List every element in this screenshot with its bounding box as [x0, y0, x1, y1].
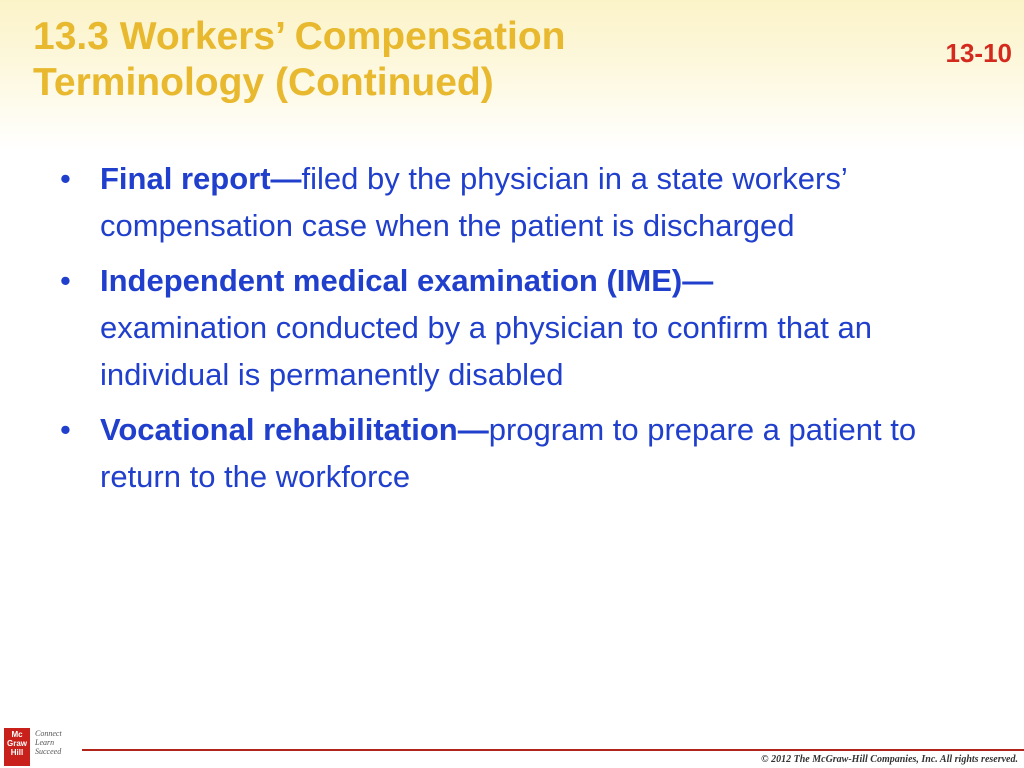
tagline-succeed: Succeed — [35, 747, 62, 756]
logo-tagline — [35, 729, 62, 756]
bullet-icon: • — [60, 161, 71, 196]
bullet-icon: • — [60, 263, 71, 298]
term-final-report: Final report— — [100, 161, 302, 196]
bullet-item-vocational-rehabilitation — [56, 406, 976, 500]
bullet-item-final-report — [56, 155, 976, 249]
slide-title — [33, 14, 565, 106]
definition-final-report: filed by the physician in a state workers’ compensation case when the patient is discharged — [100, 161, 847, 243]
term-ime: Independent medical examination (IME)— — [100, 263, 714, 298]
definition-ime: examination conducted by a physician to confirm that an individual is permanently disabled — [100, 310, 873, 392]
logo-line-1: Mc — [11, 730, 23, 739]
tagline-connect: Connect — [35, 729, 62, 738]
mcgraw-hill-logo — [4, 728, 30, 766]
bullet-icon: • — [60, 412, 71, 447]
tagline-learn: Learn — [35, 738, 55, 747]
copyright-notice: © 2012 The McGraw-Hill Companies, Inc. All rights reserved. — [761, 754, 1018, 765]
slide-title-line-1: 13.3 Workers’ Compensation — [33, 15, 566, 58]
definition-vocational-rehabilitation: program to prepare a patient to return to the workforce — [100, 412, 917, 494]
bullet-list — [56, 155, 976, 508]
logo-line-2: Graw — [6, 739, 27, 748]
slide-number: 13-10 — [945, 38, 1012, 68]
bullet-item-ime — [56, 257, 976, 398]
footer-divider — [82, 749, 1024, 751]
term-vocational-rehabilitation: Vocational rehabilitation— — [100, 412, 489, 447]
logo-line-3: Hill — [10, 748, 24, 757]
slide-title-line-2: Terminology (Continued) — [33, 61, 494, 104]
